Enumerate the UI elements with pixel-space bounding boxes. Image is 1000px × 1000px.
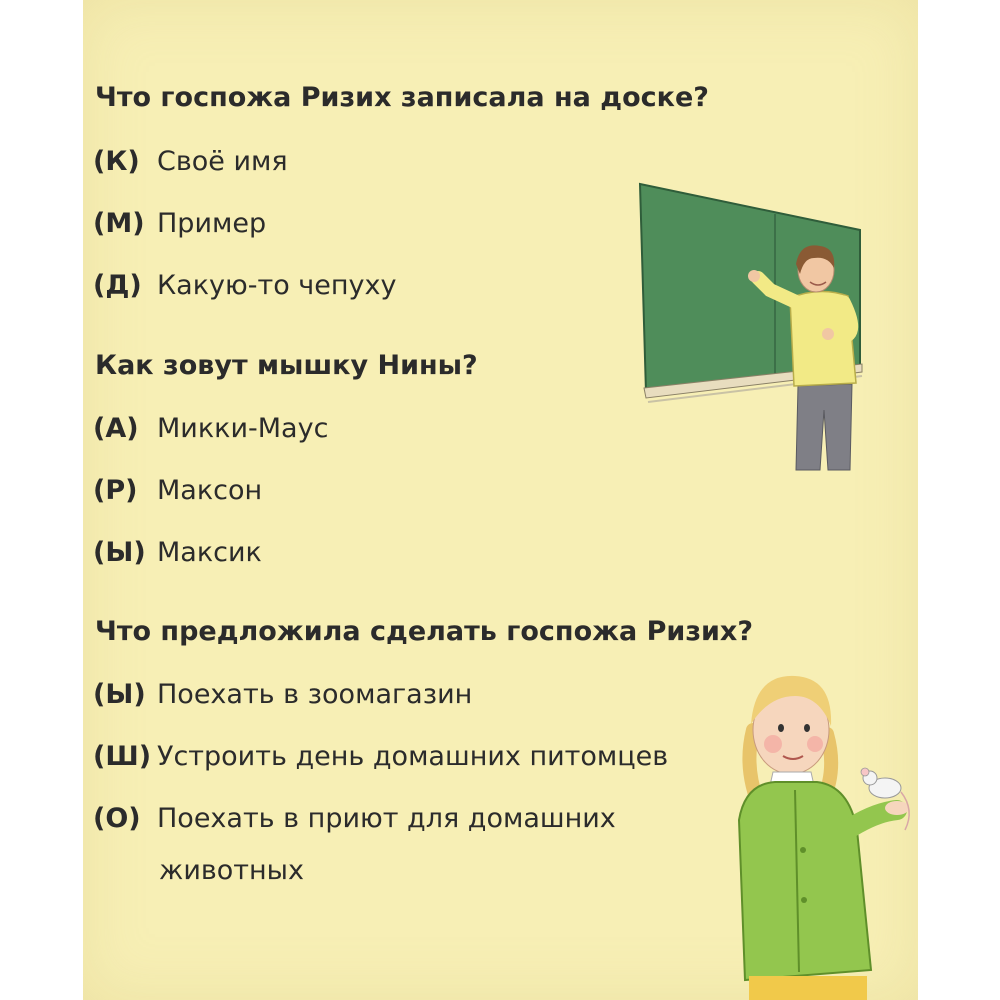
option-1-m: [93, 208, 266, 239]
option-letter: (А): [93, 413, 139, 444]
option-letter: (Ы): [93, 679, 146, 710]
option-letter: (Ш): [93, 741, 152, 772]
option-3-y: [93, 679, 472, 710]
option-text: Максон: [157, 475, 263, 506]
option-text: Устроить день домашних питомцев: [157, 741, 669, 772]
option-1-k: [93, 146, 288, 177]
girl-with-mouse-illustration: [725, 660, 920, 1000]
option-letter: (О): [93, 803, 141, 834]
option-3-sh: [93, 741, 668, 772]
question-1: Что госпожа Ризих записала на доске?: [95, 82, 709, 113]
option-3-o-continuation: животных: [159, 855, 304, 886]
option-text: Своё имя: [157, 146, 288, 177]
option-3-o: [93, 803, 616, 834]
option-letter: (Д): [93, 270, 142, 301]
option-2-r: [93, 475, 262, 506]
teacher-chalkboard-illustration: [630, 178, 875, 478]
option-text: Пример: [157, 208, 267, 239]
option-text: Какую-то чепуху: [157, 270, 397, 301]
option-letter: (Р): [93, 475, 138, 506]
question-2: Как зовут мышку Нины?: [95, 350, 478, 381]
option-letter: (М): [93, 208, 145, 239]
question-3: Что предложила сделать госпожа Ризих?: [95, 616, 754, 647]
option-text: Максик: [157, 537, 262, 568]
option-2-a: [93, 413, 328, 444]
option-1-d: [93, 270, 396, 301]
option-letter: (К): [93, 146, 140, 177]
option-text: Микки-Маус: [157, 413, 329, 444]
option-text: Поехать в приют для домашних: [157, 803, 616, 834]
option-text: Поехать в зоомагазин: [157, 679, 473, 710]
option-letter: (Ы): [93, 537, 146, 568]
option-2-y: [93, 537, 262, 568]
